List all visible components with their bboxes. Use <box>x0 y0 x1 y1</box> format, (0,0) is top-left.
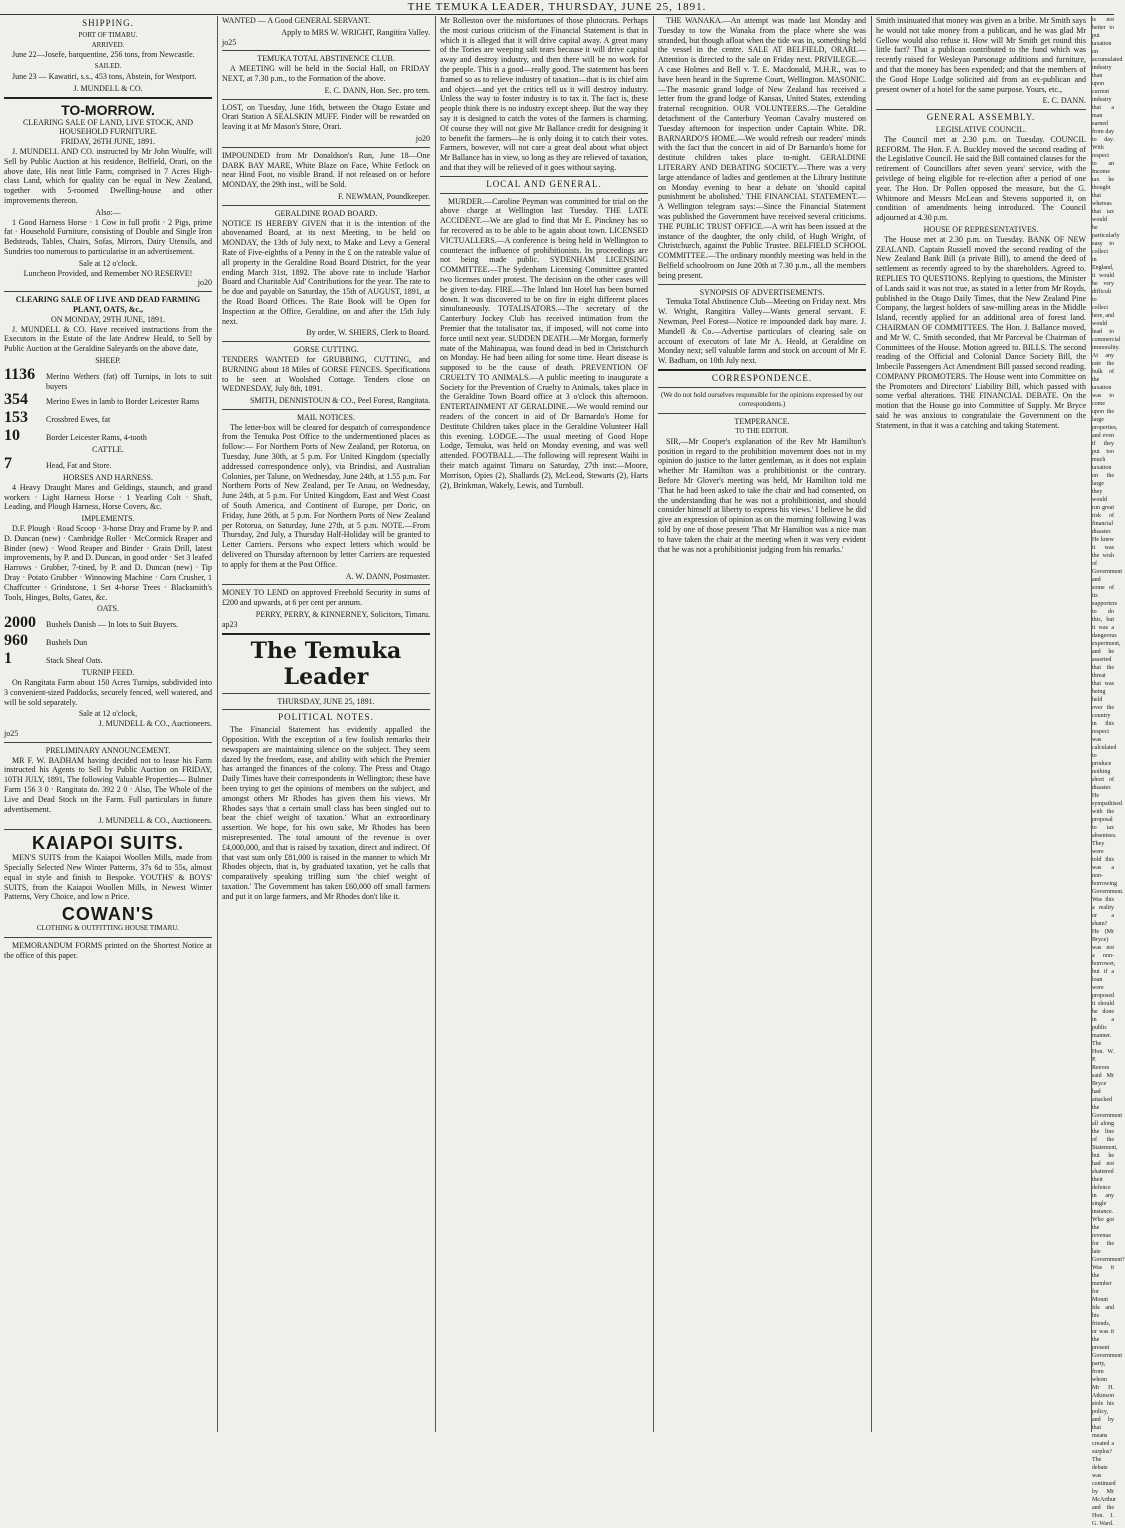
column-2 <box>218 16 434 1432</box>
port-heading: PORT OF TIMARU. <box>78 30 138 39</box>
sailed-label: SAILED. <box>94 62 122 71</box>
ad-ref: jo20 <box>415 133 430 143</box>
stock-item: 153 Crossbred Ewes, fat <box>4 409 111 427</box>
oats-heading: OATS. <box>96 604 119 614</box>
column-6 <box>1092 16 1125 1527</box>
letter-continued: Smith insinuated that money was given as a bribe. Mr Smith says he would not take money from a publican, and he was glad Mr Gellow would also refuse it. How will Mr Smith get round this little fact? That a publican contributed to the fund which was recently raised for Wesleyan Parsonage additions and furniture, and that the money has been expended; and that the members of the Good Hope Lodge solicited aid from an ex-publican and present owner of a hotel for the same purpose. Yours, etc., <box>876 16 1086 94</box>
local-text: MURDER.—Caroline Peyman was committed for trial on the above charge at Wellington last Tuesday. THE LATE ACCIDENT.—We are glad to find that Mr E. Pinckney has so far recovered as to be able to be again about town. LICENSED VICTUALLERS.—A conference is being held in Wellington to counteract the influence of prohibitionists. Its proceedings are not being made public. SYDENHAM LICENSING COMMITTEE.—The Sydenham Licensing Committee granted two licenses under protest. The decision on the other cases will be given to-day. FIRE.—The Inland Inn Hotel has been burned down. It was discovered to be on fire in eight different places simultaneously. TOTALISATORS.—The secretary of the Canterbury Jockey Club has received intimation from the Premier that the totalisator tax, if imposed, will not come into force until next year. SUDDEN DEATH.—Mr Morgan, formerly mate of the Mahinapua, was found dead in bed in Christchurch on Monday. He had been ailing for some time. Heart disease is supposed to be the cause of death. PREVENTION OF CRUELTY TO ANIMALS.—A public meeting to inaugurate a Society for the Prevention of Cruelty to Animals, takes place in the Geraldine Town Board office at 3 o'clock this afternoon. ENTERTAINMENT AT GERALDINE.—We would remind our readers of the concert in aid of Dr Barnardo's Home for Destitute Children takes place in the Geraldine Volunteer Hall this evening. LODGE.—The usual meeting of Good Hope Lodge, Temuka, was held on Monday evening, and was well attended. FOOTBALL.—The following will represent Waihi in their match against Timaru on Saturday, 27th inst:—Moore, Morrison, Opies (2), Shallards (2), McLeod, Stewarts (2), Harts (2), Brinkman, Wakely, Lewis, and Turnbull. <box>440 196 648 490</box>
impounded-ad: IMPOUNDED from Mr Donaldson's Run, June 18—One DARK BAY MARE, White Blaze on Face, White Fetlock on near Hind Foot, no visible Brand. If not released on or before MONDAY, the 29th inst., will be Sold. <box>222 150 430 190</box>
items-text: 1 Good Harness Horse · 1 Cow in full profit · 2 Pigs, prime fat · Household Furniture, consisting of Double and Single Iron Bedsteads, Tables, Chairs, Sofas, Mirrors, Dairy Utensils, and Sundries too numerous to particularise in an advertisement. <box>4 217 212 256</box>
letter-text: SIR,—Mr Cooper's explanation of the Rev Mr Hamilton's position in regard to the prohibition movement does not in my opinion do justice to the latter gentleman, as it does not explain whether Mr Hamilton was a prohibitionist or the contrary. Before Mr Glover's meeting was held, Mr Hamilton told me 'That he had been asked to take the chair and had consented, on the understanding that he was not a prohibitionist, and should consider himself at liberty to express his views.' I believe he did give an expression of opinion as on the morning following I was told by one of those present 'That Mr Hamilton was a nice man to have taken the chair at the meeting when it was very evident that he was not a prohibitionist judging from his remarks.' <box>658 436 866 554</box>
memo-text: MEMORANDUM FORMS printed on the Shortest Notice at the office of this paper. <box>4 940 212 960</box>
synopsis-heading: SYNOPSIS OF ADVERTISEMENTS. <box>699 287 825 297</box>
implements-heading: IMPLEMENTS. <box>81 514 135 524</box>
signature: J. MUNDELL & CO. <box>73 83 143 93</box>
stock-item: 354 Merino Ewes in lamb to Border Leicester Rams <box>4 391 200 409</box>
ad-ref: jo20 <box>197 278 212 288</box>
cowan-sub: CLOTHING & OUTFITTING HOUSE TIMARU. <box>36 924 180 933</box>
luncheon-note: Luncheon Provided, and Remember NO RESERVE! <box>23 268 193 278</box>
lost-ad: LOST, on Tuesday, June 16th, between the Otago Estate and Orari Station A SEALSKIN MUFF. Finder will be rewarded on leaving it at Mr Mason's Store, Orari. <box>222 102 430 132</box>
political-text: The Financial Statement has evidently appalled the Opposition. With the exception of a few foolish remarks their newspapers are maintaining silence on the subject. They seem dazed by the freedom, ease, and ability with which the Premier has arranged the finances of the colony. The Press and Otago Daily Times have their correspondents in Wellington; these have been trying to get the opinions of members on the subject, and amongst others Mr Rhodes has given them his views. Mr Rhodes says 'that a certain small class has been singled out to bear the chief weight of taxation.' What an extraordinary assertion. We hope, for his own sake, Mr Rhodes has been misrepresented. The total amount of the revenue is over £4,000,000, and that is raised by taxation, direct and indirect. Of that vast sum only £81,000 is raised in the manner to which Mr Rhodes objects, that is, by graduated taxation, yet he calls that comparatively speaking trifling sum 'the chief weight of taxation.' The Government has taken £60,000 off small farmers and put it on large farmers, and Mr Rhodes don't like it. <box>222 725 430 901</box>
kaiapoi-heading: KAIAPOI SUITS. <box>31 833 184 854</box>
letter-signature: E. C. DANN. <box>1042 96 1086 106</box>
assembly-heading: GENERAL ASSEMBLY. <box>926 112 1036 123</box>
ad-ref: ap23 <box>222 619 238 629</box>
board-signature: By order, W. SHIERS, Clerk to Board. <box>306 328 430 338</box>
stock-item: 1 Stack Sheaf Oats. <box>4 650 103 668</box>
stock-item: 960 Bushels Dun <box>4 632 88 650</box>
correspondence-heading: CORRESPONDENCE. <box>711 372 813 383</box>
column-3 <box>436 16 652 1432</box>
column-5 <box>872 16 1090 1432</box>
gorse-signature: SMITH, DENNISTOUN & CO., Peel Forest, Rangitata. <box>249 396 430 406</box>
mail-heading: MAIL NOTICES. <box>297 412 355 422</box>
clearing-heading: CLEARING SALE OF LAND, LIVE STOCK, AND HOUSEHOLD FURNITURE. <box>22 117 194 137</box>
stock-list <box>4 366 212 446</box>
sailed-text: June 23 — Kawatiri, s.s., 453 tons, Abstein, for Westport. <box>12 71 197 81</box>
gorse-text: TENDERS WANTED for GRUBBING, CUTTING, and BURNING about 18 Miles of GORSE FENCES. Specifications to be seen at Woolshed Cottage. Tenders close on WEDNESDAY, July 8th, 1891. <box>222 354 430 394</box>
political-heading: POLITICAL NOTES. <box>278 712 374 723</box>
shipping-heading: SHIPPING. <box>82 18 134 28</box>
implement-items: D.F. Plough · Road Scoop · 3-horse Dray and Frame by P. and D. Duncan (new) · Cambridge Roller · McCormick Reaper and Binder (new) · Wood Reaper and Binder · Grain Drill, latest improvements, by P. and D. Duncan, in good order · Set 3 leafed Harrows · Grubber, 7-tined, by P. and D. Duncan (new) · Tip Dray · Potato Grubber · Winnowing Machine · Corn Crusher, 1 Chaffcutter · Grindstone, 1 Set 4-horse Trees · Blacksmith's Tools, Hinges, Bolts, Gates, &c. <box>4 524 212 602</box>
mail-text: The letter-box will be cleared for despatch of correspondence from the Temuka Post Office to the undermentioned places as follow:— For Northern Ports of New Zealand, per Rotorua, on Tuesday, June 30th, at 5 p.m. For United Kingdom (specially addressed correspondence only), via Brindisi, and Australian Colonies, per Talune, on Wednesday, June 24th, at 1.55 p.m. For Northern Ports of New Zealand, per Te Anau, on Wednesday, June 24th, at 5 p.m. For United Kingdom, East and West Coast of South America, and Continent of Europe, per Doric, on Friday, June 26th, at 5 p.m. For Northern Ports of New Zealand per Rotorua, on Saturday, June 27th, at 5 p.m. NOTE.—From Thursday, 2nd July, a Thursday Half-Holiday will be granted to Letter Carriers. Persons who expect letters which would be delivered on Thursday afternoon by letter Carriers are requested to apply for them at the Post Office. <box>222 422 430 569</box>
local-continued: THE WANAKA.—An attempt was made last Monday and Tuesday to tow the Wanaka from the place where she was stranded, but though afloat when the tide was in, something held the vessel in the centre. SALE AT BELFIELD, ORARI.—Attention is directed to the sale on Friday next. PRIVILEGE.—A case Holmes and Bell v. T. E. Macdonald, M.H.R., was to have been heard in the Supreme Court, Wellington. MASONIC.—The masonic grand lodge of New Zealand has received a letter from the grand lodge of Kansas, United States, extending fraternal recognition. OUR VOLUNTEERS.—The Geraldine detachment of the Canterbury Yeoman Cavalry mustered on Tuesday afternoon for inspection under Captain White. DR. BARNARDO'S HOME.—We would refresh our readers' minds with the fact that the concert in aid of Dr Barnardo's home for destitute children takes place to-night. GERALDINE LITERARY AND DEBATING SOCIETY.—There was a very large attendance of ladies and gentlemen at the Library Institute on Monday evening to hear a debate on 'should capital punishment be abolished.' THE FINANCIAL STATEMENT.—A Wellington telegram says:—Since the Financial Statement was published the Government have received several criticisms. THE PUBLIC TRUST OFFICE.—A writ has been issued at the instance of the daughter, the only child, of Hugh Wright, of Christchurch, against the Public Trustee. BELFIELD SCHOOL COMMITTEE.—The ordinary monthly meeting was held in the Belfield schoolroom on June 20th at 7.30 p.m., all the members being present. <box>658 16 866 280</box>
stock-item: 10 Border Leicester Rams, 4-tooth <box>4 427 147 445</box>
ad-ref: jo25 <box>222 37 237 47</box>
board-heading: GERALDINE ROAD BOARD. <box>274 208 378 218</box>
ad-ref-2: jo25 <box>4 729 19 739</box>
debate-continued: is not better to put taxation on accumulated industry than upon current industry that a man earned from day to day. With respect to an Income tax he thought that whereas that tax would be particularly easy to collect in England, it would be very difficult to collect here, and would lead to commercial immorality. At any rate the bulk of the taxation was to come upon the large properties, and even if they put too much taxation on the large they would run great risk of financial disaster. He knew it was the wish of Government and some of its supporters to do this, but it was a dangerous experiment, and he asserted that the threat that was being held over the country in this respect was calculated to produce nothing short of disaster. He sympathised with the proposal to tax absentees. They were told this was a non-borrowing Government. Was this a reality or a sham? He (Mr Bryce) was not a non-borrower, but if a loan were proposed it should be done in a public manner. The Hon. W. P. Reeves said Mr Bryce had attacked the Government all along the line of the Statement, but he had not shattered their defence in any single instance. Who got the revenue for the late Government? Was it the member for Mount Ida and his friends, or was it the present Government party, from whom Mr H. Atkinson stole his policy, and by that means created a surplus? The debate was continued by Mr McArthur and the Hon. J. G. Ward. <box>1092 17 1125 1527</box>
correspondence-note: (We do not hold ourselves responsible for the opinions expressed by our correspondents.) <box>660 390 864 409</box>
column-1 <box>0 16 216 1432</box>
sale-time: Sale at 12 o'clock. <box>78 258 138 268</box>
club-text: A MEETING will be held in the Social Hall, on FRIDAY NEXT, at 7.30 p.m., to the Formation of the above. <box>222 64 430 83</box>
money-signature: PERRY, PERRY, & KINNERNEY, Solicitors, Timaru. <box>255 610 430 620</box>
paper-title: The Temuka Leader <box>250 637 402 690</box>
horses-heading: HORSES AND HARNESS. <box>62 473 154 483</box>
house-heading: HOUSE OF REPRESENTATIVES. <box>923 224 1039 234</box>
council-heading: LEGISLATIVE COUNCIL. <box>935 124 1027 134</box>
arrived-text: June 22—Josefe, barquentine, 256 tons, from Newcastle. <box>12 50 195 60</box>
column-4 <box>654 16 870 1432</box>
turnip-text: On Rangitata Farm about 150 Acres Turnips, subdivided into 3 convenient-sized Paddocks, securely fenced, well watered, and will be sold separately. <box>4 678 212 707</box>
impounded-signature: F. NEWMAN, Poundkeeper. <box>337 191 430 201</box>
horse-items: 4 Heavy Draught Mares and Geldings, staunch, and grand workers · Light Harness Horse · 1 Yearling Colt · Shaft, Leading, and Plough Harness, Horse Covers, &c. <box>4 482 212 512</box>
kaiapoi-text: MEN'S SUITS from the Kaiapoi Woollen Mills, made from Specially Selected New Winter Patterns, 37s 6d to 55s, almost equal in style and finish to Bespoke. YOUTHS' & BOYS' SUITS, from the Kaiapoi Woollen Mills, in Newest Winter Patterns, Very Choice, and low n Price. <box>4 853 212 902</box>
board-text: NOTICE IS HEREBY GIVEN that it is the intention of the abovenamed Board, at its next Meeting, to be held on MONDAY, the 13th of July next, to Make and Levy a General Rate of Five-eighths of a Penny in the £ on the rateable value of all property in the Geraldine Road Board District, for the year ending March 31st, 1892. The above rate to include 'Harbor Board and Charitable Aid' Contributions for the year. The rate to be due and payable on Saturday, the 15th of AUGUST, 1891, at the Road Board Offices. The Rate Book will be Open for Inspection at the Office, Geraldine, on and after the 15th July next. <box>222 218 430 326</box>
synopsis-text: Temuka Total Abstinence Club—Meeting on Friday next. Mrs W. Wright, Rangitira Valley—Wants general servant. F. Newman, Peel Forest—Notice re impounded dark bay mare. J. Mundell & Co.—Advertise particulars of clearing sale on account of executors of late Mr A. Heald, at Geraldine on Monday next; sell valuable farms and stock on account of Mr F. W. Badham, on 10th July next. <box>658 297 866 366</box>
money-ad: MONEY TO LEND on approved Freehold Security in sums of £200 and upwards, at 6 per cent per annum. <box>222 588 430 608</box>
temperance-heading: TEMPERANCE. <box>734 417 790 427</box>
wanted-apply: Apply to MRS W. WRIGHT, Rangitira Valley. <box>281 27 430 37</box>
sheep-heading: SHEEP. <box>95 355 121 365</box>
club-heading: TEMUKA TOTAL ABSTINENCE CLUB. <box>257 54 395 64</box>
wanted-ad: WANTED — A Good GENERAL SERVANT. <box>222 16 371 25</box>
masthead: THE TEMUKA LEADER, THURSDAY, JUNE 25, 1891. <box>0 0 1114 15</box>
cattle-heading: CATTLE. <box>92 445 124 455</box>
clearing-heading-2: CLEARING SALE OF LIVE AND DEAD FARMING PLANT, OATS, &c., <box>15 295 201 314</box>
signature-3: J. MUNDELL & CO., Auctioneers. <box>98 816 212 826</box>
prelim-text: MR F. W. BADHAM having decided not to lease his Farm instructed his Agents to Sell by Public Auction on FRIDAY, 10TH JULY, 1891, The following Valuable Properties— Bulmer Farm 156 3 0 · Rangitata do. 392 2 0 · Also, The Whole of the Live and Dead Stock on the Farm. Full particulars in future advertisement. <box>4 755 212 814</box>
cowan-heading: COWAN'S <box>61 904 155 925</box>
ad-text-2: J. MUNDELL & CO. Have received instructions from the Executors in the Estate of the late Andrew Heald, to Sell by Public Auction at the Geraldine Saleyards on the above date, <box>4 324 212 354</box>
council-text: The Council met at 2.30 p.m. on Tuesday. COUNCIL REFORM. The Hon. F. A. Buckley moved the second reading of the Legislative Council. He said the Bill contained clauses for the retirement of Councillors after seven years' service, with the privilege of being eligible for re-election after a period of one year. The Hon. Dr Pollen opposed the measure, but the G. Whitmore and Messrs McLean and Stevens supported it, on condition of amendments being introduced. The Council adjourned at 4.30 p.m. <box>876 134 1086 223</box>
mail-signature: A. W. DANN, Postmaster. <box>345 571 430 581</box>
signature-2: J. MUNDELL & CO., Auctioneers. <box>98 719 212 729</box>
arrived-label: ARRIVED. <box>91 40 125 49</box>
paper-date: THURSDAY, JUNE 25, 1891. <box>277 696 375 706</box>
to-editor: TO THE EDITOR. <box>735 427 789 436</box>
house-text: The House met at 2.30 p.m. on Tuesday. BANK OF NEW ZEALAND. Captain Russell moved the second reading of the New Zealand Bank Bill (a private Bill), to amend the deed of settlement as recently agreed to by the shareholders. Agreed to. REPLIES TO QUESTIONS. Replying to questions, the Minister of Lands said it was not true, as stated in a letter from Mr Royds, published in the Otago Daily Times, that the New Zealand Pine Company, the largest holders of saw-milling areas in the Middle Island, recently applied for an additional area of forest land. CHAIRMAN OF COMMITTEES. The Hon. J. Ballance moved, and Mr W. C. Smith seconded, that Mr Parceval be Chairman of Committees of the House. Motion agreed to. BILLS. The second reading of the Official and Colonial Dance Society Bill, the Imbecile Passengers Act Amendment Bill passed second reading. COMPANY PROMOTERS. The House went into Committee on the Promoters and Directors' Liability Bill, which passed with some verbal alterations. THE FINANCIAL DEBATE. On the motion that the House go into Committee of Supply. Mr Bryce said he was anxious to congratulate the Government on the Statement, in that it was a catching and taking Statement. <box>876 234 1086 430</box>
sale-date: FRIDAY, 26TH JUNE, 1891. <box>60 137 156 147</box>
club-signature: E. C. DANN, Hon. Sec. pro tem. <box>324 85 430 95</box>
local-heading: LOCAL AND GENERAL. <box>486 178 602 189</box>
stock-item: 1136 Merino Wethers (fat) off Turnips, in lots to suit buyers <box>4 365 212 391</box>
tomorrow-heading: TO-MORROW. <box>61 101 155 118</box>
political-continued: Mr Rolleston over the misfortunes of those plutocrats. Perhaps the most curious criticism of the Financial Statement is that in which it is alleged that it will drive capital away. A great many of the Tories are weeping salt tears because it will drive capital away and destroy industry, and then there will be no work for the people. This is a good—really good. The statement has been framed so as to relieve industry of taxation—that is its chief aim and object—and yet the critics tell us it will destroy industry. Unless the way to foster industry is to tax it. The fact is, these people think there is no industry except sheep. But the way they say it is designed to catch the votes of the farmers is charming. Of course they will not give Mr Ballance credit for designing it to benefit the farmers—he is only doing it to catch their votes. Farmers, however, will not care a great deal about what object Mr Ballance has in view, so long as they are relieved of taxation, and that they will be relieved of it goes without saying. <box>440 16 648 172</box>
stock-item: 7 Head, Fat and Store. <box>4 455 112 473</box>
ad-text: J. MUNDELL AND CO. instructed by Mr John Woulfe, will Sell by Public Auction at his residence, Belfield, Orari, on the above date, His neat little Farm, comprised in 7 Acres High-class Land, which for quality can be equal in New Zealand, together with 5-roomed Dwelling-house and other improvements thereon. <box>4 146 212 205</box>
also-label: Also:— <box>95 207 121 217</box>
gorse-heading: GORSE CUTTING. <box>293 345 359 355</box>
turnip-heading: TURNIP FEED. <box>81 668 135 678</box>
stock-item: 2000 Bushels Danish — In lots to Suit Buyers. <box>4 614 179 632</box>
sale-time-2: Sale at 12 o'clock, <box>78 709 138 719</box>
prelim-heading: PRELIMINARY ANNOUNCEMENT. <box>45 745 171 755</box>
sale-date-2: ON MONDAY, 29TH JUNE, 1891. <box>50 314 165 324</box>
